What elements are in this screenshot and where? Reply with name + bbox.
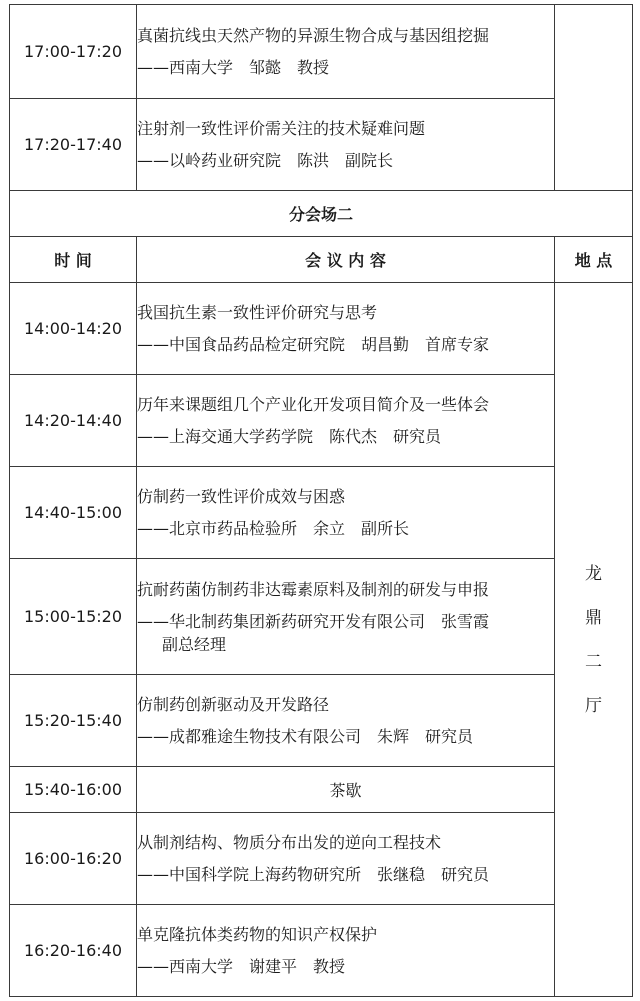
- header-row: [10, 237, 633, 283]
- table-row: [10, 905, 633, 997]
- table-row: [10, 675, 633, 767]
- talk-title: 从制剂结构、物质分布出发的逆向工程技术: [137, 833, 442, 852]
- header-content: 会 议 内 容: [137, 237, 555, 283]
- venue-char: 鼎: [585, 607, 602, 628]
- talk-title: 我国抗生素一致性评价研究与思考: [137, 303, 378, 322]
- talk-title: 真菌抗线虫天然产物的异源生物合成与基因组挖掘: [137, 26, 490, 45]
- time-cell: 15:40-16:00: [10, 767, 137, 813]
- content-cell: [137, 813, 555, 905]
- content-cell: [137, 5, 555, 99]
- speaker-line: ——中国食品药品检定研究院 胡昌勤 首席专家: [137, 335, 490, 354]
- break-row: [10, 767, 633, 813]
- venue-char: 二: [585, 651, 602, 672]
- speaker-line: ——成都雅途生物技术有限公司 朱辉 研究员: [137, 727, 474, 746]
- talk-title: 仿制药创新驱动及开发路径: [137, 695, 330, 714]
- time-cell: 14:00-14:20: [10, 283, 137, 375]
- header-place: 地 点: [555, 237, 633, 283]
- table-row: [10, 559, 633, 675]
- talk-title: 单克隆抗体类药物的知识产权保护: [137, 925, 378, 944]
- speaker-line: ——以岭药业研究院 陈洪 副院长: [137, 151, 394, 170]
- place-cell: [555, 5, 633, 191]
- time-cell: 16:20-16:40: [10, 905, 137, 997]
- content-cell: [137, 675, 555, 767]
- venue-char: 龙: [585, 563, 602, 584]
- content-cell: [137, 559, 555, 675]
- venue-cell: [555, 283, 633, 997]
- content-cell: [137, 375, 555, 467]
- talk-title: 历年来课题组几个产业化开发项目简介及一些体会: [137, 395, 490, 414]
- schedule-table: [9, 4, 633, 997]
- speaker-line: ——北京市药品检验所 余立 副所长: [137, 519, 410, 538]
- session-title: 分会场二: [10, 191, 633, 237]
- table-row: [10, 375, 633, 467]
- time-cell: 15:00-15:20: [10, 559, 137, 675]
- content-cell: [137, 905, 555, 997]
- time-cell: 15:20-15:40: [10, 675, 137, 767]
- talk-title: 仿制药一致性评价成效与困惑: [137, 487, 346, 506]
- speaker-line-cont: 副总经理: [162, 634, 227, 654]
- speaker-line: ——西南大学 邹懿 教授: [137, 58, 330, 77]
- header-time: 时 间: [10, 237, 137, 283]
- table-row: [10, 283, 633, 375]
- table-row: [10, 467, 633, 559]
- table-row: [10, 813, 633, 905]
- speaker-line: ——西南大学 谢建平 教授: [137, 957, 346, 976]
- content-cell: [137, 99, 555, 191]
- table-row: [10, 5, 633, 99]
- talk-title: 抗耐药菌仿制药非达霉素原料及制剂的研发与申报: [137, 579, 490, 599]
- content-cell: [137, 467, 555, 559]
- speaker-line: ——中国科学院上海药物研究所 张继稳 研究员: [137, 865, 490, 884]
- session-row: [10, 191, 633, 237]
- venue-char: 厅: [585, 695, 602, 716]
- content-cell: [137, 283, 555, 375]
- speaker-line: ——华北制药集团新药研究开发有限公司 张雪霞: [137, 611, 490, 631]
- break-label: 茶歇: [137, 767, 555, 813]
- speaker-line: ——上海交通大学药学院 陈代杰 研究员: [137, 427, 442, 446]
- time-cell: 17:00-17:20: [10, 5, 137, 99]
- time-cell: 14:40-15:00: [10, 467, 137, 559]
- time-cell: 16:00-16:20: [10, 813, 137, 905]
- talk-title: 注射剂一致性评价需关注的技术疑难问题: [137, 119, 426, 138]
- time-cell: 17:20-17:40: [10, 99, 137, 191]
- time-cell: 14:20-14:40: [10, 375, 137, 467]
- table-row: [10, 99, 633, 191]
